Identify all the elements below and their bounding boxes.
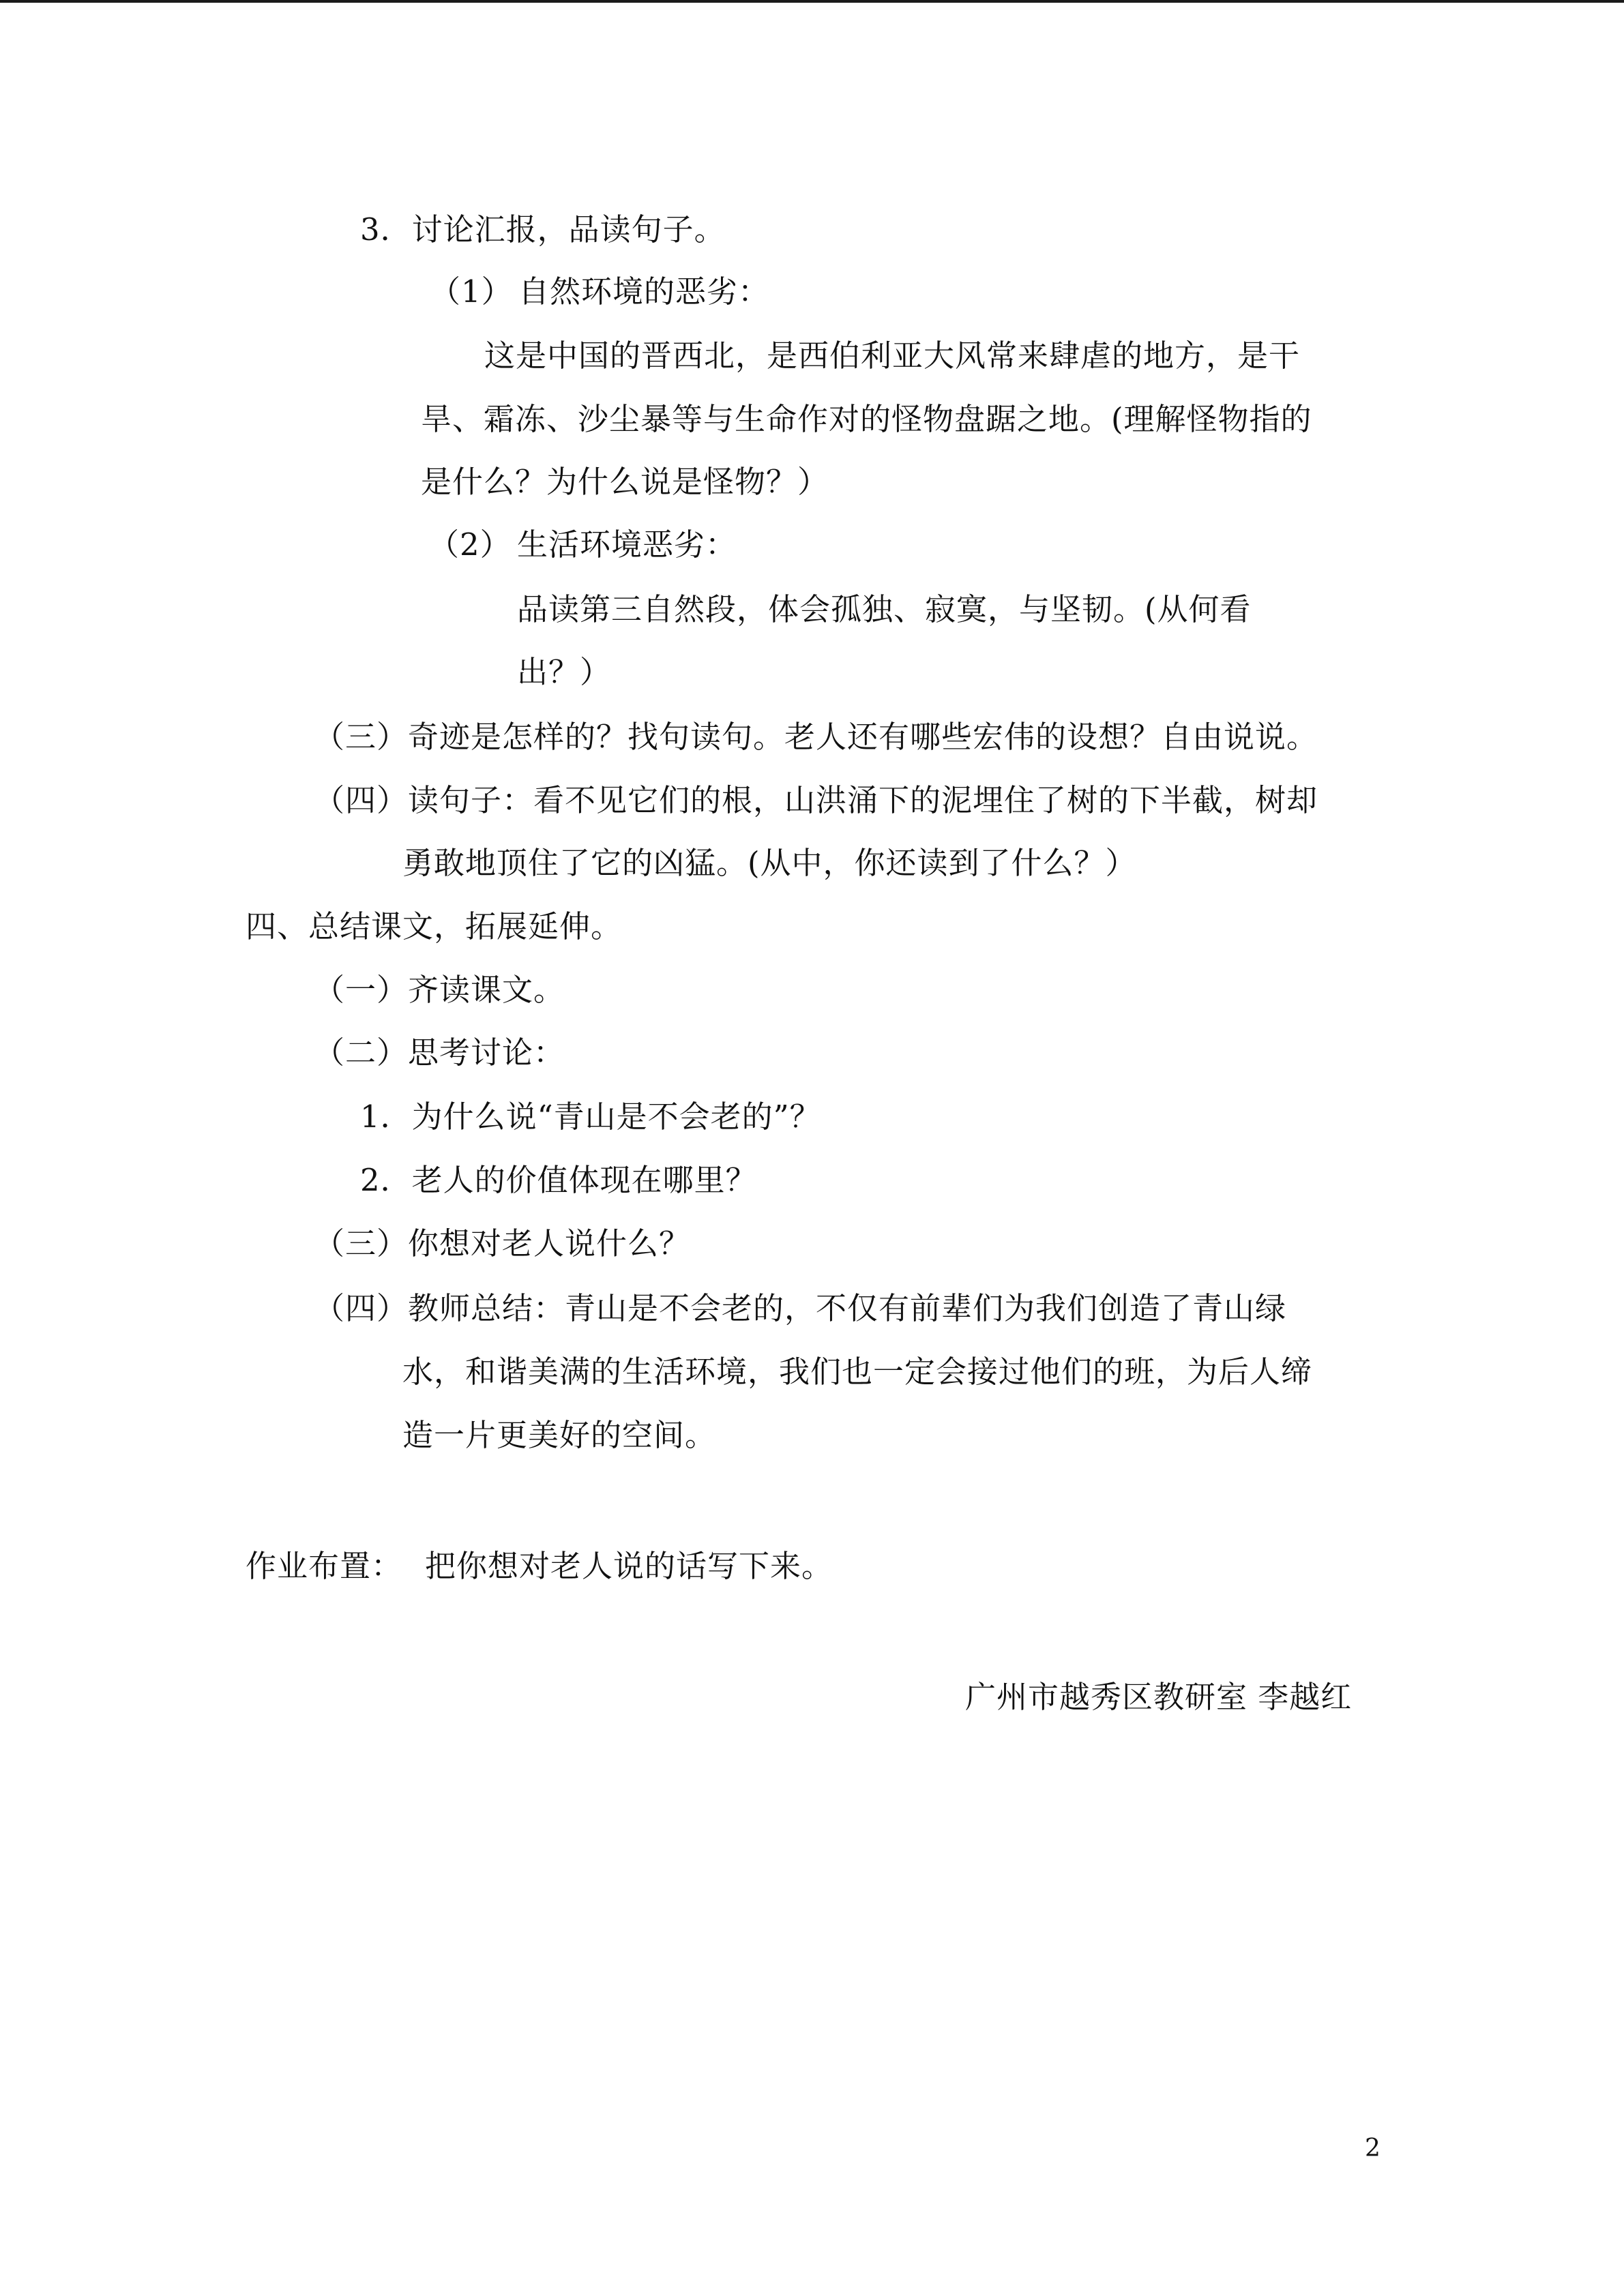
subsection-title: 生活环境恶劣： xyxy=(517,526,737,563)
list-item-continuation: 水，和谐美满的生活环境，我们也一定会接过他们的班，为后人缔 xyxy=(402,1354,1313,1390)
paragraph-line: 品读第三自然段，体会孤独、寂寞，与坚韧。(从何看 xyxy=(517,591,1252,627)
paragraph-line: 出？） xyxy=(517,654,612,690)
homework-text: 把你想对老人说的话写下来。 xyxy=(425,1548,833,1584)
question-item: 2．老人的价值体现在哪里？ xyxy=(360,1162,757,1198)
page-number: 2 xyxy=(1365,2134,1381,2162)
section-heading: 3．讨论汇报，品读句子。 xyxy=(360,211,726,248)
section-heading: 四、总结课文，拓展延伸。 xyxy=(246,908,623,944)
list-item: （三）你想对老人说什么？ xyxy=(314,1225,691,1262)
homework-label: 作业布置： xyxy=(246,1548,403,1584)
list-item-continuation: 勇敢地顶住了它的凶猛。(从中，你还读到了什么？） xyxy=(402,845,1137,881)
list-item: （二）思考讨论： xyxy=(314,1034,565,1071)
author-signature: 广州市越秀区教研室 李越红 xyxy=(965,1679,1353,1715)
paragraph-line: 是什么？为什么说是怪物？） xyxy=(421,464,829,500)
list-item: （四）读句子：看不见它们的根，山洪涌下的泥埋住了树的下半截，树却 xyxy=(314,782,1318,818)
page-top-border xyxy=(0,0,1624,3)
subsection-label: （1） xyxy=(430,273,513,310)
subsection-title: 自然环境的恶劣： xyxy=(518,273,770,310)
list-item: （一）齐读课文。 xyxy=(314,972,565,1008)
subsection-label: （2） xyxy=(428,526,512,563)
list-item: （三）奇迹是怎样的？找句读句。老人还有哪些宏伟的设想？自由说说。 xyxy=(314,719,1318,755)
paragraph-line: 这是中国的晋西北，是西伯利亚大风常来肆虐的地方，是干 xyxy=(484,338,1301,374)
question-item: 1．为什么说“青山是不会老的”？ xyxy=(360,1099,821,1135)
list-item: （四）教师总结：青山是不会老的，不仅有前辈们为我们创造了青山绿 xyxy=(314,1290,1287,1326)
list-item-continuation: 造一片更美好的空间。 xyxy=(402,1417,717,1453)
paragraph-line: 旱、霜冻、沙尘暴等与生命作对的怪物盘踞之地。(理解怪物指的 xyxy=(421,401,1312,437)
